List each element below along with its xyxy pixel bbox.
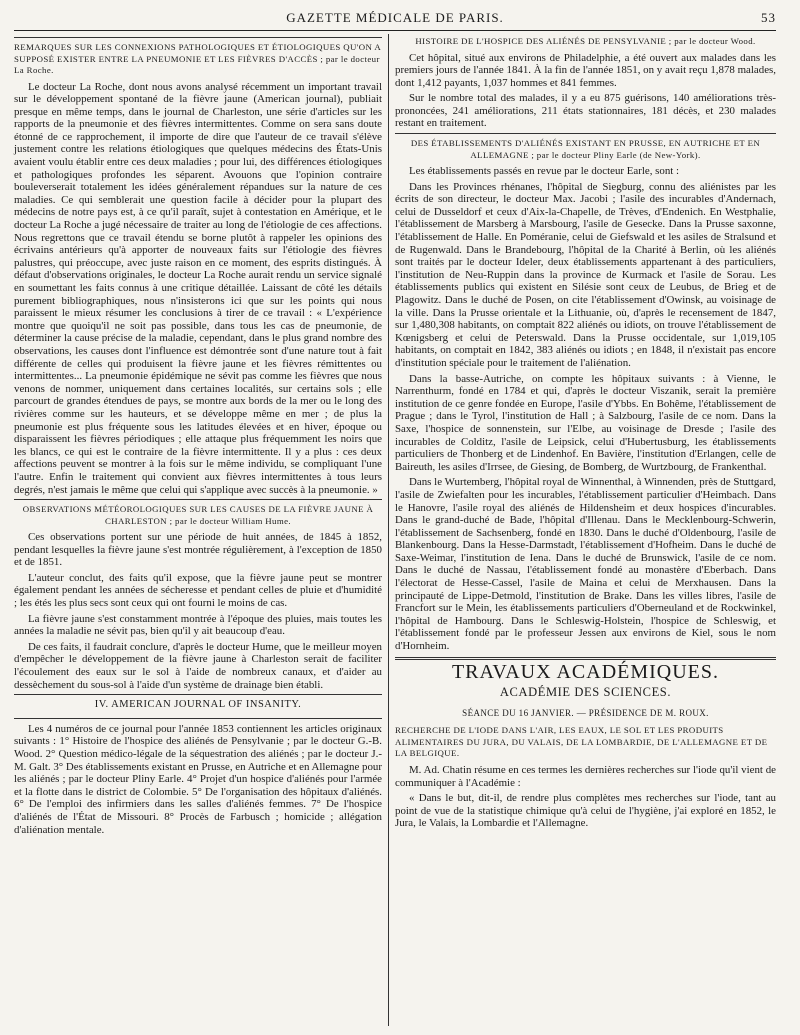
wood-heading: HISTOIRE DE L'HOSPICE DES ALIÉNÉS DE PENSYLVANIE ; par le docteur Wood. (415, 36, 756, 46)
hume-paragraph-1: Ces observations portent sur une période de huit années, de 1845 à 1852, pendant lesquelles la fièvre jaune s'est montrée régulièrement, à l'exception de 1850 et de 1851. (14, 531, 382, 569)
section-rule (14, 694, 382, 695)
section-rule (14, 37, 382, 38)
earle-paragraph-1: Les établissements passés en revue par le docteur Earle, sont : (409, 165, 680, 178)
meeting-line: SÉANCE DU 16 JANVIER. — PRÉSIDENCE DE M. ROUX. (462, 707, 709, 718)
academie-subtitle: ACADÉMIE DES SCIENCES. (499, 685, 672, 700)
insanity-paragraph: Les 4 numéros de ce journal pour l'année 1853 contiennent les articles originaux suivants : 1° Histoire de l'hospice des aliénés de Pensylvanie ; par le docteur G.-B. Wood. 2° Question médico-légale de la séquestration des aliénés ; par le docteur J.-M. Galt. 3° Des établissements existant en Prusse, en Autriche et en Allemagne pour les aliénés ; par le docteur Pliny Earle. 4° Projet d'un hospice d'aliénés pour l'armée et la flotte dans le district de Colombie. 5° De l'organisation des hôpitaux d'aliénés. 6° De l'emploi des infirmiers dans les salles d'aliénés femmes. 7° De l'hospice d'aliénés de l'État de Missouri. 8° Procès de Farbusch ; homicide ; allégation d'aliénation mentale. (14, 722, 382, 836)
earle-paragraph-2: Dans les Provinces rhénanes, l'hôpital de Siegburg, connu des aliénistes par les écrits de son directeur, le docteur Max. Jacobi ; l'asile des incurables d'Andernach, celui de Dusseldorf et ceux d'Aix-la-Chapelle, de Trèves, d'Endenich. En Westphalie, l'établissement de Marsberg à Marsbourg, l'asile de Gesecke. Dans la Prusse saxonne, l'établissement de Halle. En Poméranie, celui de Giefswald et les asiles de Stralsund et de Rugenwald. Dans le Brandebourg, l'hôpital de la Charité à Berlin, où les aliénés sont traités par le docteur Ideler, deux établissements appartenant à des particuliers, l'institution de Neu-Ruppin dans la province de Kurmack et l'asile de Sorau. Les établissements publics qui existent en Silésie sont ceux de Leubus, de Brieg et de Plagowitz. Dans le duché de Posen, on cite l'établissement d'Owinsk, au voisinage de la ville. Dans la Prusse orientale et la Lithuanie, où, d'après le recensement de 1847, sur 1,480,308 habitants, on comptait 822 aliénés ou idiots, on trouve l'établissement de Kœnigsberg et celui de Peterswald. Dans la Prusse occidentale, sur 1,019,105 habitants, on comptait en 1842, 383 aliénés ou idiots ; en 1848, il n'existait pas encore d'institution spéciale pour le traitement de l'aliénation. (395, 180, 776, 369)
laroche-heading: REMARQUES SUR LES CONNEXIONS PATHOLOGIQUES ET ÉTIOLOGIQUES QU'ON A SUPPOSÉ EXISTER ENTRE LA PNEUMONIE ET LES FIÈVRES D'ACCÈS ; par le docteur La Roche. (14, 42, 381, 75)
chatin-paragraph-2: « Dans le but, dit-il, de rendre plus complètes mes recherches sur l'iode, tant au point de vue de la statistique chimique qu'à celui de l'hygiène, j'ai exploré en 1852, le Jura, le Valais, la Lombardie et l'Allemagne. (395, 792, 776, 830)
page-number: 53 (761, 10, 776, 25)
chatin-paragraph-1: M. Ad. Chatin résume en ces termes les dernières recherches sur l'iode qu'il vient de communiquer à l'Académie : (395, 763, 776, 789)
section-rule (14, 718, 382, 719)
earle-paragraph-3: Dans la basse-Autriche, on compte les hôpitaux suivants : à Vienne, le Narrenthurm, fondé en 1784 et qui, d'après le docteur Viszanik, serait la première institution de ce genre fondée en Europe, l'asile d'Ybbs. En Bohême, l'établissement de Prague ; dans le Tyrol, l'institution de Hall ; à Salzbourg, l'asile de ce nom. Dans la Saxe, l'hospice de sonnenstein, sur l'Elbe, au voisinage de Dresde ; l'asile des incurables de Colditz, l'asile de Leipsick, celui d'Hubertusburg, les établissements particuliers de Thonberg et de Lindenhof. En Bavière, l'institution d'Erlangen, celle de Baireuth, les asiles d'Irrsee, de Giesing, de Bomberg, de Wurtzbourg, de Frankenthal. (395, 372, 776, 473)
journal-title: GAZETTE MÉDICALE DE PARIS. (286, 10, 504, 25)
iode-heading: RECHERCHE DE L'IODE DANS L'AIR, LES EAUX, LE SOL ET LES PRODUITS ALIMENTAIRES DU JURA, DU VALAIS, DE LA LOMBARDIE, DE L'ALLEMAGNE ET DE LA BELGIQUE. (395, 725, 768, 759)
earle-paragraph-4: Dans le Wurtemberg, l'hôpital royal de Winnenthal, à Winnenden, près de Stuttgard, l'asile de Zwiefalten pour les incurables, l'établissement particulier d'Heimbach. Dans le Hanovre, l'asile royal des aliénés de Hildensheim et deux hospices d'incurables. Dans le grand-duché de Bade, l'hôpital d'Illenau. Dans le Mecklenbourg-Schwerin, l'établissement de Sachsenberg, fondé en 1830. Dans le duché d'Oldenbourg, l'asile de Blankenbourg. Dans la Hesse-Darmstadt, l'établissement d'Hofheim. Dans le duché de Saxe-Weimar, l'institution de Iena. Dans le duché de Brunswick, l'asile de ce nom. Dans le duché de Nassau, l'établissement fondé au monastère d'Eberbach. Dans l'électorat de Hesse-Cassel, l'asile de Maina et celui de Merxhausen. Dans la principauté de Lippe-Detmold, l'institution de Brake. Dans les villes libres, l'asile de Francfort sur le Mein, les établissements particuliers d'Oberneuland et de Rockwinkel, l'hôpital de Hambourg. Dans le Schleswig-Holstein, l'hospice de Schleswig, et l'établissement fondé par le professeur Jessen aux environs de Kiel, sous le nom d'Hornheim. (395, 476, 776, 653)
wood-paragraph-1: Cet hôpital, situé aux environs de Philadelphie, a été ouvert aux malades dans les premiers jours de l'année 1841. À la fin de l'année 1851, on y avait reçu 1,878 malades, dont 1,412 payants, 1,037 hommes et 841 femmes. (395, 51, 776, 89)
wood-paragraph-2: Sur le nombre total des malades, il y a eu 875 guérisons, 140 améliorations très-prononcées, 241 améliorations, 211 états stationnaires, 181 décès, et 230 malades restant en traitement. (395, 92, 776, 130)
travaux-title: TRAVAUX ACADÉMIQUES. (451, 660, 720, 683)
page-header (14, 4, 776, 31)
hume-heading: OBSERVATIONS MÉTÉOROLOGIQUES SUR LES CAUSES DE LA FIÈVRE JAUNE À CHARLESTON ; par le docteur William Hume. (22, 504, 374, 526)
column-divider (388, 34, 389, 1026)
right-column (395, 34, 776, 833)
hume-paragraph-4: De ces faits, il faudrait conclure, d'après le docteur Hume, que le meilleur moyen d'empêcher le développement de la fièvre jaune à Charleston serait de faciliter l'écoulement des eaux sur le sol à l'aide de nombreux canaux, et d'aider au dessèchement du sous-sol à l'aide d'un système de drainage bien établi. (14, 640, 382, 691)
laroche-paragraph: Le docteur La Roche, dont nous avons analysé récemment un important travail sur le développement spontané de la fièvre jaune (American journal), publiait presque en même temps, dans le journal de Charleston, une série d'articles sur les rapports de la pneumonie et des fièvres intermittentes. Comme on sera sans doute étonné de ce rapprochement, il importe de dire que l'auteur de ce travail s'élève justement contre les relations étiologiques que quelques médecins des États-Unis avaient voulu établir entre ces deux maladies ; pour lui, des différences étiologiques et pathologiques profondes les séparent. Avouons que l'opinion contraire bouleverserait totalement les idées généralement répandues sur la nature de ces maladies. Ce qui semblerait une question facile à décider pour la plupart des médecins de notre pays est, à ce qu'il paraît, sujet à contestation en Amérique, et le docteur La Roche a jugé nécessaire de traiter au long de l'étiologie de ces affections. Nous regrettons que ce travail étendu se borne plutôt à rappeler les opinions des écrivains antérieurs qu'à apporter de nouveaux faits sur l'étiologie des fièvres palustres, qui préoccupe, avec juste raison en ce moment, des esprits distingués. À défaut d'observations originales, le docteur La Roche aurait rendu un service signalé en soumettant les faits connus à une critique détaillée. Laissant de côté les détails purement bibliographiques, nous n'insisterons ici que sur les points qui nous paraissent le mieux résumer les conclusions à tirer de ce travail : « L'expérience montre que quoiqu'il ne soit pas possible, dans tous les cas de pneumonie, de déterminer la cause précise de la maladie, cependant, dans le plus grand nombre des observations, les causes dont l'influence est démontrée sont d'une nature tout à fait différente de celles qui produisent la fièvre jaune et les fièvres rémittentes ou intermittentes... La pneumonie épidémique ne sévit pas comme les fièvres que nous venons de nommer, uniquement dans certaines localités, sur certains sols ; elle parcourt de grandes étendues de pays, se montre aux bords de la mer ou le long des rivières comme sur les hauteurs, et se développe même en mer ; de plus la pneumonie est plus fréquente sous les latitudes élevées et en hiver, époque ou disparaissent les fièvres périodiques ; elle attaque plus fréquemment les noirs que les blancs, ce qui est le contraire de la fièvre intermittente. Il y a plus : ces deux affections peuvent se montrer à la fois sur le même individu, se compliquant l'une l'autre. Enfin le traitement qui convient aux fièvres intermittentes à tous leurs degrés, n'est jamais le même que celui qui s'applique avec succès à la pneumonie. » (14, 80, 382, 496)
hume-paragraph-2: L'auteur conclut, des faits qu'il expose, que la fièvre jaune peut se montrer également pendant les années de sécheresse et pendant celles de pluie et d'humidité ; les étés les plus secs sont ceux qui ont fourni le moins de cas. (14, 571, 382, 610)
left-column (14, 34, 382, 839)
section-double-rule (395, 657, 776, 660)
earle-heading: DES ÉTABLISSEMENTS D'ALIÉNÉS EXISTANT EN PRUSSE, EN AUTRICHE ET EN ALLEMAGNE ; par le docteur Pliny Earle (de New-York). (410, 138, 761, 160)
hume-paragraph-3: La fièvre jaune s'est constamment montrée à l'époque des pluies, mais toutes les années la maladie ne sévit pas, bien qu'il y ait beaucoup d'eau. (14, 612, 382, 638)
section-rule (395, 133, 776, 134)
section-rule (14, 499, 382, 500)
insanity-title: IV. AMERICAN JOURNAL OF INSANITY. (94, 699, 302, 711)
